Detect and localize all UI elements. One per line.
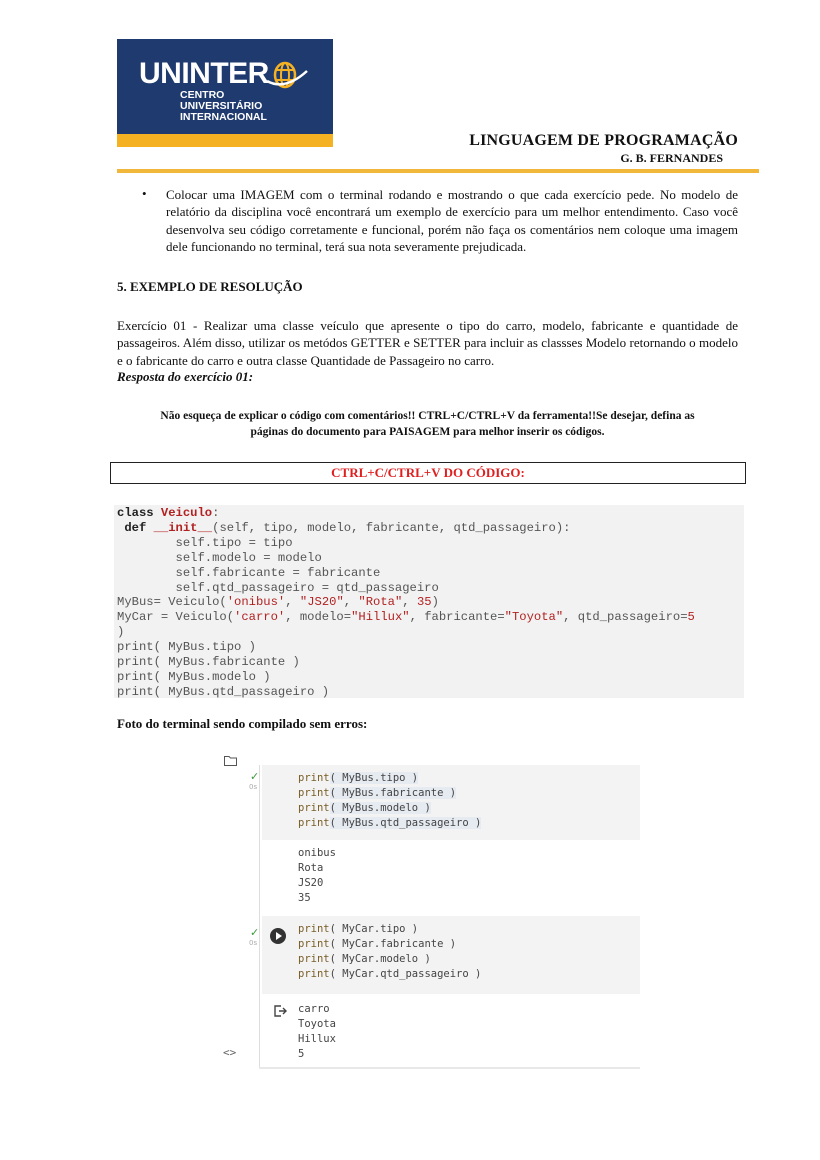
code-listing	[114, 505, 744, 698]
header-divider	[117, 169, 759, 173]
code-brackets-icon[interactable]: <>	[223, 1046, 237, 1059]
code-token: )	[443, 938, 457, 950]
logo-subtitle-line: CENTRO	[180, 89, 225, 101]
print-keyword: print	[298, 817, 330, 829]
section-title: 5. EXEMPLO DE RESOLUÇÃO	[117, 279, 303, 294]
code-line: self.qtd_passageiro = qtd_passageiro	[175, 580, 439, 595]
code-token: (	[329, 938, 343, 950]
code-string: "Toyota"	[504, 610, 564, 625]
code-token: (	[329, 817, 343, 829]
output-line: onibus	[298, 847, 336, 859]
code-token: , qtd_passageiro=	[563, 610, 688, 625]
cell-code	[298, 922, 481, 982]
code-token: (	[329, 787, 343, 799]
code-token: (	[329, 772, 343, 784]
notebook-bottom-edge	[259, 1067, 640, 1069]
code-line: print( MyBus.modelo )	[117, 669, 271, 684]
author-name: G. B. FERNANDES	[620, 151, 723, 165]
code-line	[298, 801, 481, 816]
execution-time: 0s	[249, 939, 258, 947]
output-line: 5	[298, 1048, 305, 1060]
code-token: MyBus.qtd_passageiro	[342, 817, 469, 829]
code-line: self.modelo = modelo	[175, 550, 322, 565]
code-token: (	[329, 923, 343, 935]
output-line: Hillux	[298, 1033, 336, 1045]
code-keyword: class	[117, 506, 154, 520]
code-header-label: CTRL+C/CTRL+V DO CÓDIGO:	[331, 465, 525, 480]
print-keyword: print	[298, 938, 330, 950]
logo-wordmark: UNINTER	[139, 57, 269, 90]
code-line	[298, 816, 481, 831]
print-keyword: print	[298, 923, 330, 935]
cell-output-2	[298, 1002, 336, 1062]
print-keyword: print	[298, 802, 330, 814]
code-token: (	[329, 953, 343, 965]
logo-subtitle	[180, 90, 267, 123]
logo-subtitle-line: UNIVERSITÁRIO	[180, 100, 263, 112]
print-keyword: print	[298, 772, 330, 784]
print-keyword: print	[298, 787, 330, 799]
execution-time: 0s	[249, 783, 258, 791]
print-keyword: print	[298, 953, 330, 965]
code-line: self.fabricante = fabricante	[175, 565, 381, 580]
code-token: )	[405, 772, 419, 784]
code-token: MyCar.modelo	[342, 953, 419, 965]
exercise-statement: Exercício 01 - Realizar uma classe veículo que apresente o tipo do carro, modelo, fabricante e quantidade de passageiros. Além disso, utilizar os metódos GETTER e SETTER para incluir as classses Modelo retornando o modelo e o fabricante do carro e outra classe Quantidade de Passageiro no carro.	[117, 318, 738, 368]
code-line	[298, 922, 481, 937]
code-token: ,	[285, 595, 300, 610]
code-header-box	[110, 462, 746, 484]
code-token: )	[468, 817, 482, 829]
print-keyword: print	[298, 968, 330, 980]
course-title: LINGUAGEM DE PROGRAMAÇÃO	[469, 132, 738, 149]
code-string: 'onibus'	[226, 595, 286, 610]
code-line: print( MyBus.tipo )	[117, 640, 256, 655]
code-token: )	[468, 968, 482, 980]
code-token: MyCar = Veiculo(	[117, 610, 235, 625]
note-line: Não esqueça de explicar o código com comentários!! CTRL+C/CTRL+V da ferramenta!!Se desejar, defina as	[160, 410, 695, 422]
code-string: "JS20"	[299, 595, 344, 610]
output-icon	[273, 1004, 287, 1018]
note-line: páginas do documento para PAISAGEM para melhor inserir os códigos.	[250, 426, 605, 438]
code-string: "Hillux"	[351, 610, 410, 625]
uninter-logo	[117, 39, 333, 147]
cell-output-1	[298, 846, 336, 906]
code-line: self.tipo = tipo	[175, 535, 293, 550]
code-token: MyBus.fabricante	[342, 787, 444, 799]
code-token: )	[418, 953, 431, 965]
check-icon: ✓	[250, 770, 260, 783]
bullet-text: Colocar uma IMAGEM com o terminal rodando e mostrando o que cada exercício pede. No modelo de relatório da disciplina você encontrará um exemplo de exercício para um melhor entendimento. Caso você desenvolva seu código corretamente e funcional, porém não faça os comentários nem coloque uma imagem dele funcionando no terminal, terá sua nota severamente prejudicada.	[166, 187, 738, 254]
instruction-note	[117, 408, 738, 440]
code-line	[298, 967, 481, 982]
photo-caption: Foto do terminal sendo compilado sem erros:	[117, 716, 368, 731]
code-cell-2[interactable]	[262, 916, 640, 994]
output-line: Toyota	[298, 1018, 336, 1030]
code-line	[298, 937, 481, 952]
answer-label: Resposta do exercício 01:	[117, 369, 254, 384]
code-cell-1[interactable]	[262, 765, 640, 840]
code-line	[298, 771, 481, 786]
code-token: ,	[343, 595, 359, 610]
code-keyword: def	[124, 520, 147, 535]
code-token: ,	[402, 595, 417, 610]
code-token: MyBus.tipo	[342, 772, 406, 784]
code-token: :	[212, 506, 220, 520]
logo-subtitle-line: INTERNACIONAL	[180, 111, 267, 123]
output-line: Rota	[298, 862, 324, 874]
code-line: print( MyBus.fabricante )	[117, 655, 300, 670]
code-token: , fabricante=	[409, 610, 505, 625]
cell-gutter-line	[259, 765, 260, 1068]
output-line: JS20	[298, 877, 324, 889]
code-number: 5	[687, 610, 695, 625]
code-token: )	[405, 923, 419, 935]
code-token: (	[329, 968, 343, 980]
code-token: )	[431, 595, 439, 610]
code-string: 'carro'	[234, 610, 286, 625]
code-token: (	[329, 802, 343, 814]
code-token: )	[443, 787, 457, 799]
code-token: (self, tipo, modelo, fabricante, qtd_passageiro):	[212, 520, 571, 535]
code-function-name: __init__	[153, 520, 213, 535]
globe-icon	[265, 57, 309, 93]
code-token: MyCar.tipo	[342, 923, 406, 935]
code-token: MyCar.fabricante	[342, 938, 444, 950]
logo-accent-bar	[117, 134, 333, 147]
code-token: MyBus.modelo	[342, 802, 419, 814]
code-line: )	[117, 625, 125, 640]
check-icon: ✓	[250, 926, 260, 939]
code-token: )	[418, 802, 431, 814]
code-string: "Rota"	[358, 595, 403, 610]
code-line	[298, 952, 481, 967]
output-line: 35	[298, 892, 311, 904]
code-line: print( MyBus.qtd_passageiro )	[117, 684, 330, 699]
code-number: 35	[416, 595, 432, 610]
code-token: MyBus= Veiculo(	[117, 595, 227, 610]
folder-icon	[224, 755, 237, 766]
output-line: carro	[298, 1003, 330, 1015]
notebook-screenshot	[218, 750, 644, 1072]
code-class-name: Veiculo	[160, 506, 213, 520]
cell-code	[298, 771, 481, 831]
bullet-symbol: •	[142, 186, 147, 201]
code-line	[298, 786, 481, 801]
run-cell-button[interactable]	[270, 928, 286, 944]
code-token: MyCar.qtd_passageiro	[342, 968, 469, 980]
code-token: , modelo=	[285, 610, 352, 625]
